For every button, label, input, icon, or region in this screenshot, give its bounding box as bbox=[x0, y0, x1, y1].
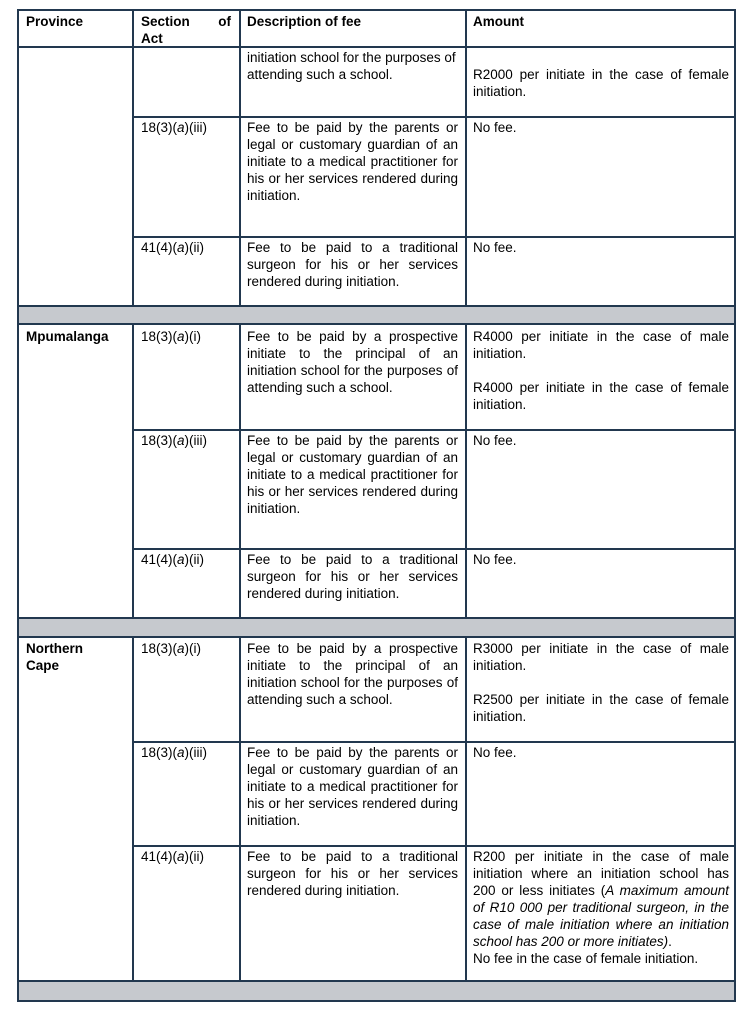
amount-text: No fee in the case of female initiation. bbox=[473, 951, 699, 966]
header-province: Province bbox=[26, 14, 84, 29]
amount-text: R200 per initiate in the case of male initiation where an initiation school has 200 or less initiates (A maximum amount of R10 000 per traditional surgeon, in the case of male initiation where an initiation school has 200 or more initiates). bbox=[473, 849, 729, 949]
row-divider bbox=[19, 305, 734, 307]
column-divider bbox=[239, 323, 241, 619]
amount-cell bbox=[473, 640, 729, 725]
amount-text: No fee. bbox=[473, 745, 517, 760]
amount-cell bbox=[473, 239, 729, 256]
section-cell: 18(3)(a)(i) bbox=[141, 641, 202, 656]
amount-text: No fee. bbox=[473, 240, 517, 255]
row-divider bbox=[132, 236, 734, 238]
row-divider bbox=[132, 429, 734, 431]
description-cell bbox=[247, 744, 458, 829]
amount-text: R4000 per initiate in the case of female initiation. bbox=[473, 380, 729, 412]
description-cell bbox=[247, 239, 458, 290]
amount-cell bbox=[473, 328, 729, 413]
description-text: Fee to be paid by the parents or legal or customary guardian of an initiate to a medical practitioner for his or her services rendered during initiation. bbox=[247, 745, 458, 828]
column-divider bbox=[132, 636, 134, 982]
province-name: Northern Cape bbox=[26, 641, 83, 673]
section-cell: 41(4)(a)(ii) bbox=[141, 849, 205, 864]
column-divider bbox=[465, 323, 467, 619]
amount-text: R3000 per initiate in the case of male initiation. bbox=[473, 641, 729, 673]
description-text: Fee to be paid by a prospective initiate to the principal of an initiation school for the purposes of attending such a school. bbox=[247, 329, 458, 395]
row-divider bbox=[132, 116, 734, 118]
amount-cell bbox=[473, 848, 729, 967]
section-cell: 41(4)(a)(ii) bbox=[141, 240, 205, 255]
description-text: Fee to be paid by the parents or legal or customary guardian of an initiate to a medical practitioner for his or her services rendered during initiation. bbox=[247, 120, 458, 203]
section-cell: 18(3)(a)(iii) bbox=[141, 745, 208, 760]
header-section bbox=[141, 13, 233, 47]
amount-cell bbox=[473, 66, 729, 100]
row-divider bbox=[132, 741, 734, 743]
row-divider bbox=[132, 845, 734, 847]
amount-cell bbox=[473, 119, 729, 136]
row-divider bbox=[132, 548, 734, 550]
column-divider bbox=[239, 11, 241, 307]
description-text: Fee to be paid to a traditional surgeon for his or her services rendered during initiation. bbox=[247, 240, 458, 289]
separator-band bbox=[19, 619, 734, 636]
row-divider bbox=[19, 980, 734, 982]
separator-band bbox=[19, 982, 734, 1000]
description-cell bbox=[247, 49, 458, 83]
header-description: Description of fee bbox=[247, 14, 362, 29]
row-divider bbox=[19, 617, 734, 619]
section-cell: 18(3)(a)(i) bbox=[141, 329, 202, 344]
amount-cell bbox=[473, 551, 729, 568]
amount-text: No fee. bbox=[473, 552, 517, 567]
section-cell: 18(3)(a)(iii) bbox=[141, 433, 208, 448]
section-cell: 41(4)(a)(ii) bbox=[141, 552, 205, 567]
description-cell bbox=[247, 551, 458, 602]
row-divider bbox=[19, 323, 734, 325]
separator-band bbox=[19, 307, 734, 323]
description-cell bbox=[247, 432, 458, 517]
header-amount: Amount bbox=[473, 14, 524, 29]
amount-text: R2500 per initiate in the case of female initiation. bbox=[473, 692, 729, 724]
section-cell: 18(3)(a)(iii) bbox=[141, 120, 208, 135]
description-text: Fee to be paid to a traditional surgeon for his or her services rendered during initiation. bbox=[247, 552, 458, 601]
amount-text: No fee. bbox=[473, 433, 517, 448]
header-section-word: Section bbox=[141, 14, 190, 29]
column-divider bbox=[132, 323, 134, 619]
description-text: initiation school for the purposes of attending such a school. bbox=[247, 50, 456, 82]
description-cell bbox=[247, 119, 458, 204]
fee-table bbox=[17, 9, 736, 1002]
description-cell bbox=[247, 328, 458, 396]
amount-cell bbox=[473, 744, 729, 761]
column-divider bbox=[132, 11, 134, 307]
header-section-act: Act bbox=[141, 31, 163, 46]
column-divider bbox=[465, 11, 467, 307]
description-cell bbox=[247, 848, 458, 899]
column-divider bbox=[465, 636, 467, 982]
description-text: Fee to be paid to a traditional surgeon for his or her services rendered during initiation. bbox=[247, 849, 458, 898]
amount-text: R2000 per initiate in the case of female initiation. bbox=[473, 67, 729, 99]
description-text: Fee to be paid by a prospective initiate to the principal of an initiation school for the purposes of attending such a school. bbox=[247, 641, 458, 707]
province-name: Mpumalanga bbox=[26, 329, 109, 344]
row-divider bbox=[19, 636, 734, 638]
column-divider bbox=[239, 636, 241, 982]
description-cell bbox=[247, 640, 458, 708]
description-text: Fee to be paid by the parents or legal or customary guardian of an initiate to a medical practitioner for his or her services rendered during initiation. bbox=[247, 433, 458, 516]
row-divider bbox=[19, 46, 734, 48]
amount-text: No fee. bbox=[473, 120, 517, 135]
amount-text: R4000 per initiate in the case of male initiation. bbox=[473, 329, 729, 361]
amount-cell bbox=[473, 432, 729, 449]
header-section-of: of bbox=[218, 14, 231, 29]
